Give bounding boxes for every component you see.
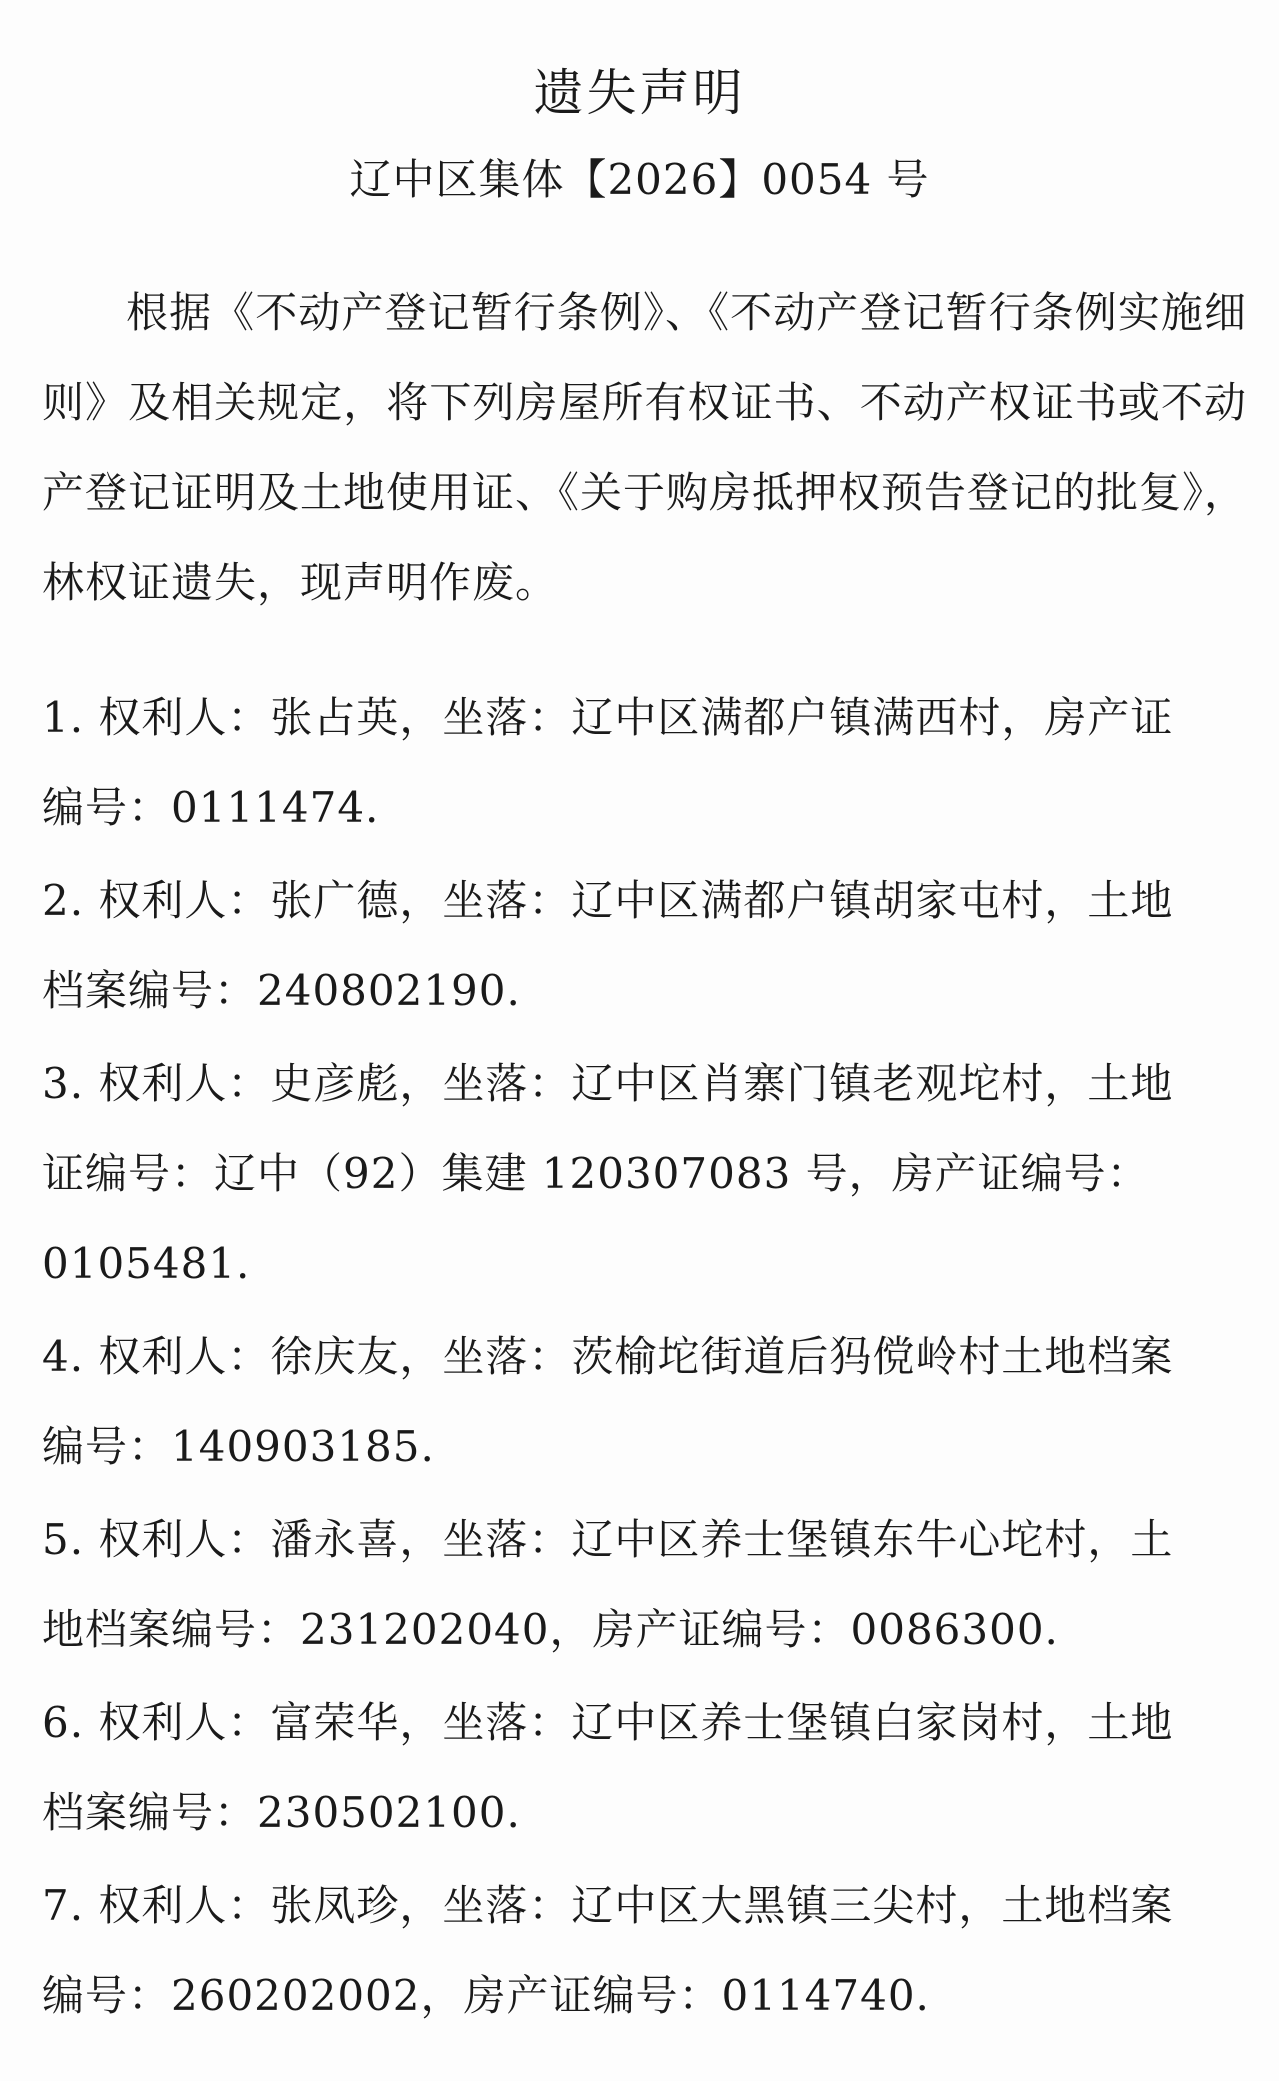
list-item: 3. 权利人：史彦彪，坐落：辽中区肖寨门镇老观坨村，土地证编号：辽中（92）集建 120307083 号，房产证编号：0105481.	[42, 1059, 1174, 1288]
document-number: 辽中区集体【2026】0054 号	[349, 155, 930, 204]
list-item: 6. 权利人：富荣华，坐落：辽中区养士堡镇白家岗村，土地档案编号：230502100.	[42, 1698, 1174, 1837]
list-item: 2. 权利人：张广德，坐落：辽中区满都户镇胡家屯村，土地档案编号：240802190.	[42, 876, 1174, 1015]
document-title: 遗失声明	[533, 64, 746, 122]
list-item: 1. 权利人：张占英，坐落：辽中区满都户镇满西村，房产证编号：0111474.	[42, 693, 1174, 832]
intro-paragraph: 根据《不动产登记暂行条例》、《不动产登记暂行条例实施细则》及相关规定，将下列房屋所有权证书、不动产权证书或不动产登记证明及土地使用证、《关于购房抵押权预告登记的批复》，林权证遗失，现声明作废。	[42, 288, 1248, 607]
list-item: 5. 权利人：潘永喜，坐落：辽中区养士堡镇东牛心坨村，土地档案编号：231202040，房产证编号：0086300.	[42, 1515, 1174, 1654]
item-list	[42, 673, 1192, 2044]
list-item: 7. 权利人：张凤珍，坐落：辽中区大黑镇三尖村，土地档案编号：260202002，房产证编号：0114740.	[42, 1881, 1174, 2020]
list-item: 4. 权利人：徐庆友，坐落：茨榆坨街道后犸傥岭村土地档案编号：140903185.	[42, 1332, 1174, 1471]
